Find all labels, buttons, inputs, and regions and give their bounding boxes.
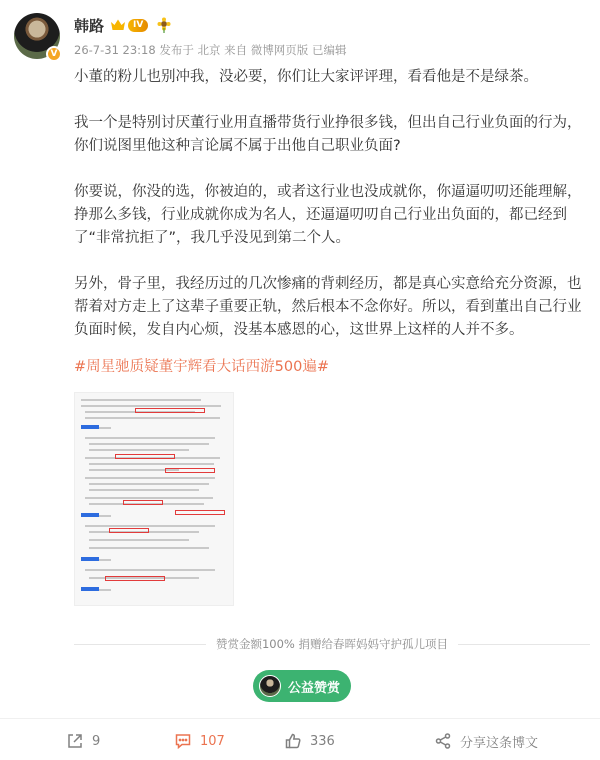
screenshot-highlight-box [135,408,205,413]
screenshot-text-line [89,463,214,465]
post-paragraph: 你要说，你没的选，你被迫的，或者这行业也没成就你，你逼逼叨叨还能理解，挣那么多钱，行业成就你成为名人，还逼逼叨叨自己行业出负面的，都已经到了“非常抗拒了”，我几乎没见到第二个人。 [74,184,582,246]
comment-count: 107 [200,733,225,749]
toolbar-divider [0,718,600,719]
reward-avatar [259,675,281,697]
screenshot-text-line [89,483,209,485]
screenshot-heading-mark [81,587,99,591]
attached-screenshot-image[interactable] [74,392,234,606]
topic-hashtag-link[interactable]: #周星驰质疑董宇辉看大话西游500遍# [74,359,329,375]
reward-button-label: 公益赞赏 [288,680,341,696]
like-button[interactable] [284,726,335,756]
screenshot-text-line [85,417,220,419]
screenshot-text-line [85,525,215,527]
screenshot-heading-mark [81,557,99,561]
post-paragraph: 另外，骨子里，我经历过的几次惨痛的背刺经历，都是真心实意给充分资源，也帮着对方走上了这辈子重要正轨，然后根本不念你好。所以，看到董出自己行业负面时候，发自内心烦，没基本感恩的心，这世界上这样的人并不多。 [74,276,582,338]
author-name[interactable]: 韩路 [74,16,105,35]
screenshot-text-line [85,569,215,571]
screenshot-text-line [85,437,215,439]
repost-button[interactable] [66,726,100,756]
screenshot-text-line [85,477,215,479]
post-paragraph: 小董的粉儿也别冲我，没必要，你们让大家评评理，看看他是不是绿茶。 [74,69,538,85]
screenshot-highlight-box [165,468,215,473]
screenshot-text-line [81,399,201,401]
member-level-badge[interactable]: IV [128,19,148,32]
repost-count: 9 [92,733,101,749]
sunflower-badge-icon[interactable] [156,17,172,33]
verified-badge-icon: V [46,46,62,62]
comment-button[interactable] [174,726,225,756]
screenshot-text-line [81,405,221,407]
post-body [74,66,590,379]
screenshot-text-line [89,443,209,445]
screenshot-highlight-box [175,510,225,515]
post-paragraph: 我一个是特别讨厌董行业用直播带货行业挣很多钱，但出自己行业负面的行为，你们说图里他这种言论属不属于出他自己职业负面? [74,115,582,154]
sponsor-text: 赞赏金额100% 捐赠给春晖妈妈守护孤儿项目 [215,637,449,651]
post-header [14,8,586,64]
screenshot-highlight-box [115,454,175,459]
screenshot-text-line [89,547,209,549]
share-label: 分享这条博文 [460,735,539,751]
screenshot-text-line [89,449,189,451]
screenshot-highlight-box [123,500,163,505]
post-action-toolbar [0,726,600,756]
screenshot-heading-mark [81,513,99,517]
screenshot-text-line [85,497,213,499]
divider-line [458,644,590,645]
screenshot-highlight-box [105,576,165,581]
screenshot-heading-mark [81,425,99,429]
comment-icon [174,732,192,750]
charity-reward-button[interactable] [253,670,351,702]
share-nodes-icon [434,732,452,750]
screenshot-text-line [89,539,189,541]
vip-crown-icon[interactable] [110,18,126,32]
author-name-row [74,15,172,35]
thumbs-up-icon [284,732,302,750]
post-meta: 26-7-31 23:18 发布于 北京 来自 微博网页版 已编辑 [74,43,347,57]
screenshot-text-line [89,489,199,491]
share-arrow-icon [66,732,84,750]
share-post-button[interactable] [434,726,538,756]
divider-line [74,644,206,645]
sponsor-note [74,636,590,652]
like-count: 336 [310,733,335,749]
screenshot-highlight-box [109,528,149,533]
